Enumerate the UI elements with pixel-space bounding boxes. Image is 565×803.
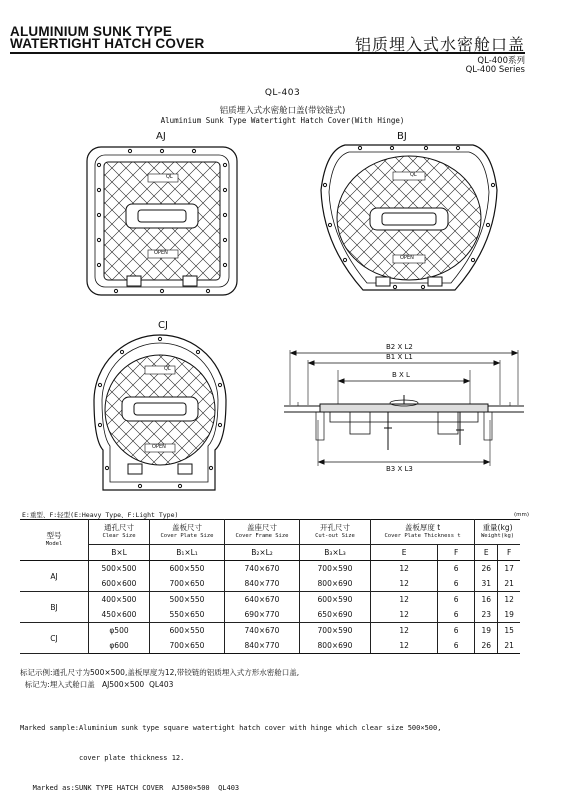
aj-cover-text-top: QL bbox=[166, 174, 173, 180]
bj-cover-text-bottom: OPEN bbox=[400, 255, 414, 261]
table-cell: 6 bbox=[438, 638, 475, 654]
series-en: QL-400 Series bbox=[465, 65, 525, 75]
th-weight-en: Weight(kg) bbox=[480, 533, 515, 539]
table-cell: 650×690 bbox=[300, 607, 371, 623]
table-cell: 21 bbox=[498, 576, 520, 592]
table-cell: 19 bbox=[475, 623, 498, 639]
th-cutout bbox=[300, 520, 371, 545]
sym-cell: B₃×L₃ bbox=[300, 545, 371, 561]
table-cell: 800×690 bbox=[300, 576, 371, 592]
view-label-aj: AJ bbox=[156, 131, 166, 142]
header-title-en-line2: WATERTIGHT HATCH COVER bbox=[10, 36, 205, 51]
table-body bbox=[20, 561, 520, 654]
table-cell: 500×500 bbox=[89, 561, 150, 577]
table-cell: 26 bbox=[475, 638, 498, 654]
cj-cover-text-top: QL bbox=[164, 366, 171, 372]
table-cell: 550×650 bbox=[150, 607, 225, 623]
table-row bbox=[20, 592, 520, 608]
note-en-line: Marked as:SUNK TYPE HATCH COVER AJ500×500 QL403 bbox=[20, 784, 240, 792]
th-frame bbox=[225, 520, 300, 545]
table-cell: 12 bbox=[371, 576, 438, 592]
table-cell: 840×770 bbox=[225, 638, 300, 654]
table-row bbox=[20, 623, 520, 639]
th-clear bbox=[89, 520, 150, 545]
note-cn-line: 标记为:埋入式舱口盖 AJ500×500 QL403 bbox=[20, 680, 174, 689]
table-cell: 6 bbox=[438, 576, 475, 592]
table-cell: 19 bbox=[498, 607, 520, 623]
section-drawing bbox=[284, 350, 524, 466]
th-thickness-cn: 盖板厚度 t bbox=[404, 523, 441, 532]
sym-cell: B₂×L₂ bbox=[225, 545, 300, 561]
table-cell: 450×600 bbox=[89, 607, 150, 623]
table-cell: φ500 bbox=[89, 623, 150, 639]
view-label-bj: BJ bbox=[397, 131, 407, 142]
table-cell: 600×590 bbox=[300, 592, 371, 608]
note-cn-line: 标记示例:通孔尺寸为500×500,盖板厚度为12,带铰链的铝质埋入式方形水密舱口盖, bbox=[20, 668, 300, 677]
table-cell: 12 bbox=[371, 561, 438, 577]
table-row bbox=[20, 561, 520, 577]
table-cell: 700×650 bbox=[150, 576, 225, 592]
table-cell: 6 bbox=[438, 592, 475, 608]
table-cell: 12 bbox=[371, 607, 438, 623]
table-cell: 6 bbox=[438, 607, 475, 623]
dim-b3l3: B3 X L3 bbox=[386, 465, 413, 473]
cj-hatch-drawing bbox=[94, 335, 226, 490]
aj-hatch-drawing bbox=[87, 147, 237, 295]
spec-table bbox=[20, 519, 520, 654]
model-cell: AJ bbox=[20, 561, 89, 592]
th-weight bbox=[475, 520, 520, 545]
table-cell: 740×670 bbox=[225, 561, 300, 577]
notes-en bbox=[20, 703, 441, 803]
aj-cover-text-bottom: OPEN bbox=[154, 250, 168, 256]
th-clear-cn: 通孔尺寸 bbox=[104, 523, 134, 532]
table-row bbox=[20, 607, 520, 623]
bj-hatch-drawing bbox=[321, 145, 497, 290]
th-thickness-en: Cover Plate Thickness t bbox=[384, 533, 461, 539]
type-legend: E:重型、F:轻型(E:Heavy Type、F:Light Type) bbox=[22, 511, 179, 519]
view-label-cj: CJ bbox=[158, 320, 168, 331]
header-title-en-line1: ALUMINIUM SUNK TYPE bbox=[10, 24, 173, 39]
table-cell: 600×600 bbox=[89, 576, 150, 592]
table-cell: 31 bbox=[475, 576, 498, 592]
th-cover-cn: 盖板尺寸 bbox=[172, 523, 202, 532]
table-cell: φ600 bbox=[89, 638, 150, 654]
unit-label: (mm) bbox=[514, 512, 530, 518]
th-frame-cn: 盖座尺寸 bbox=[247, 523, 277, 532]
table-cell: 26 bbox=[475, 561, 498, 577]
sym-cell: E bbox=[475, 545, 498, 561]
table-cell: 17 bbox=[498, 561, 520, 577]
th-cover-en: Cover Plate Size bbox=[160, 533, 214, 539]
table-cell: 500×550 bbox=[150, 592, 225, 608]
table-cell: 6 bbox=[438, 623, 475, 639]
table-cell: 12 bbox=[371, 592, 438, 608]
table-cell: 690×770 bbox=[225, 607, 300, 623]
table-cell: 800×690 bbox=[300, 638, 371, 654]
th-cover bbox=[150, 520, 225, 545]
table-cell: 12 bbox=[498, 592, 520, 608]
note-en-line: cover plate thickness 12. bbox=[20, 754, 185, 762]
table-cell: 600×550 bbox=[150, 623, 225, 639]
table-cell: 15 bbox=[498, 623, 520, 639]
dim-b2l2: B2 X L2 bbox=[386, 343, 413, 351]
table-cell: 400×500 bbox=[89, 592, 150, 608]
sym-cell: F bbox=[498, 545, 520, 561]
table-cell: 600×550 bbox=[150, 561, 225, 577]
table-cell: 21 bbox=[498, 638, 520, 654]
notes-cn bbox=[20, 667, 299, 691]
sym-cell: B×L bbox=[89, 545, 150, 561]
series-cn: QL-400系列 bbox=[477, 56, 525, 66]
table-cell: 23 bbox=[475, 607, 498, 623]
th-frame-en: Cover Frame Size bbox=[235, 533, 289, 539]
table-cell: 640×670 bbox=[225, 592, 300, 608]
table-cell: 6 bbox=[438, 561, 475, 577]
table-cell: 700×590 bbox=[300, 623, 371, 639]
th-model bbox=[20, 520, 89, 561]
table-cell: 840×770 bbox=[225, 576, 300, 592]
table-cell: 12 bbox=[371, 623, 438, 639]
table-header-row bbox=[20, 520, 520, 545]
table-row bbox=[20, 638, 520, 654]
th-cutout-cn: 开孔尺寸 bbox=[320, 523, 350, 532]
table-symbol-row bbox=[20, 545, 520, 561]
drawing-title-cn: 铝质埋入式水密舱口盖(带铰链式) bbox=[219, 106, 346, 116]
bj-cover-text-top: QL bbox=[410, 172, 417, 178]
note-en-line: Marked sample:Aluminium sunk type square watertight hatch cover with hinge which clear size 500×500, bbox=[20, 724, 442, 732]
dim-bl: B X L bbox=[392, 371, 410, 379]
model-cell: CJ bbox=[20, 623, 89, 654]
th-model-en: Model bbox=[45, 541, 63, 547]
th-cutout-en: Cut-out Size bbox=[315, 533, 355, 539]
table-row bbox=[20, 576, 520, 592]
sym-cell: B₁×L₁ bbox=[150, 545, 225, 561]
table-cell: 700×590 bbox=[300, 561, 371, 577]
table-cell: 740×670 bbox=[225, 623, 300, 639]
table-cell: 700×650 bbox=[150, 638, 225, 654]
table-cell: 16 bbox=[475, 592, 498, 608]
sym-cell: F bbox=[438, 545, 475, 561]
table-cell: 12 bbox=[371, 638, 438, 654]
model-code: QL-403 bbox=[264, 88, 301, 98]
drawing-title-en: Aluminium Sunk Type Watertight Hatch Cover(With Hinge) bbox=[160, 116, 405, 125]
th-weight-cn: 重量(kg) bbox=[482, 523, 513, 532]
header-title-cn: 铝质埋入式水密舱口盖 bbox=[354, 35, 525, 54]
th-thickness bbox=[371, 520, 475, 545]
sym-cell: E bbox=[371, 545, 438, 561]
dim-b1l1: B1 X L1 bbox=[386, 353, 413, 361]
model-cell: BJ bbox=[20, 592, 89, 623]
th-model-cn: 型号 bbox=[46, 531, 62, 540]
th-clear-en: Clear Size bbox=[102, 533, 136, 539]
cj-cover-text-bottom: OPEN bbox=[152, 444, 166, 450]
